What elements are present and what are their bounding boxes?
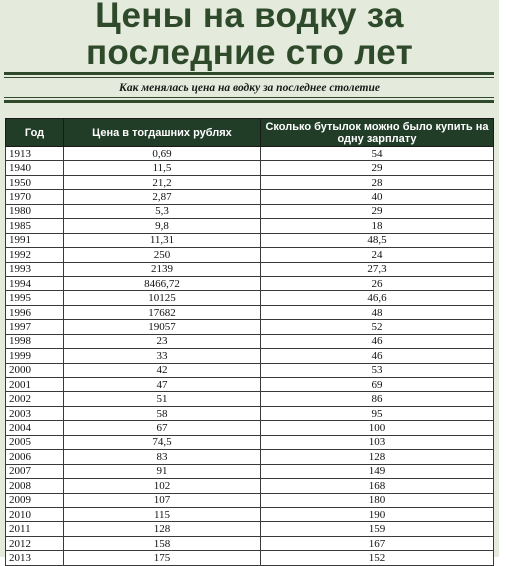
divider-thick-bottom bbox=[4, 100, 494, 103]
cell-year: 2009 bbox=[6, 493, 64, 507]
cell-bottles: 48,5 bbox=[261, 233, 494, 247]
divider-thick-top bbox=[4, 72, 494, 75]
price-table bbox=[5, 118, 494, 566]
cell-year: 2012 bbox=[6, 536, 64, 550]
cell-price: 11,5 bbox=[64, 161, 261, 175]
cell-price: 2,87 bbox=[64, 190, 261, 204]
table-row bbox=[6, 262, 494, 276]
cell-price: 5,3 bbox=[64, 204, 261, 218]
cell-price: 10125 bbox=[64, 291, 261, 305]
cell-bottles: 40 bbox=[261, 190, 494, 204]
cell-bottles: 167 bbox=[261, 536, 494, 550]
table-row bbox=[6, 464, 494, 478]
cell-year: 1991 bbox=[6, 233, 64, 247]
table-row bbox=[6, 421, 494, 435]
cell-bottles: 159 bbox=[261, 522, 494, 536]
cell-year: 2002 bbox=[6, 392, 64, 406]
cell-bottles: 86 bbox=[261, 392, 494, 406]
cell-year: 1995 bbox=[6, 291, 64, 305]
header-bottles: Сколько бутылок можно было купить на одну зарплату bbox=[261, 119, 494, 147]
table-body bbox=[6, 147, 494, 566]
cell-year: 1992 bbox=[6, 248, 64, 262]
cell-year: 1970 bbox=[6, 190, 64, 204]
subtitle: Как менялась цена на водку за последнее столетие bbox=[119, 82, 380, 94]
cell-bottles: 29 bbox=[261, 204, 494, 218]
cell-price: 47 bbox=[64, 378, 261, 392]
cell-year: 1999 bbox=[6, 349, 64, 363]
cell-price: 33 bbox=[64, 349, 261, 363]
right-margin bbox=[499, 0, 507, 557]
cell-bottles: 128 bbox=[261, 450, 494, 464]
cell-price: 128 bbox=[64, 522, 261, 536]
cell-price: 102 bbox=[64, 479, 261, 493]
cell-price: 8466,72 bbox=[64, 276, 261, 290]
table-row bbox=[6, 219, 494, 233]
table-header-row bbox=[6, 119, 494, 147]
cell-price: 107 bbox=[64, 493, 261, 507]
cell-bottles: 18 bbox=[261, 219, 494, 233]
table-row bbox=[6, 349, 494, 363]
cell-bottles: 95 bbox=[261, 406, 494, 420]
cell-bottles: 52 bbox=[261, 320, 494, 334]
cell-bottles: 24 bbox=[261, 248, 494, 262]
table-row bbox=[6, 276, 494, 290]
cell-year: 1998 bbox=[6, 334, 64, 348]
cell-price: 0,69 bbox=[64, 147, 261, 161]
cell-price: 2139 bbox=[64, 262, 261, 276]
cell-bottles: 46 bbox=[261, 334, 494, 348]
cell-bottles: 100 bbox=[261, 421, 494, 435]
table-row bbox=[6, 378, 494, 392]
cell-year: 1993 bbox=[6, 262, 64, 276]
cell-price: 19057 bbox=[64, 320, 261, 334]
price-table-container bbox=[5, 118, 493, 566]
cell-price: 91 bbox=[64, 464, 261, 478]
cell-bottles: 46,6 bbox=[261, 291, 494, 305]
cell-price: 250 bbox=[64, 248, 261, 262]
cell-price: 67 bbox=[64, 421, 261, 435]
cell-year: 2003 bbox=[6, 406, 64, 420]
cell-year: 2001 bbox=[6, 378, 64, 392]
table-row bbox=[6, 363, 494, 377]
cell-year: 2005 bbox=[6, 435, 64, 449]
cell-year: 1985 bbox=[6, 219, 64, 233]
table-row bbox=[6, 551, 494, 565]
table-row bbox=[6, 248, 494, 262]
cell-bottles: 180 bbox=[261, 493, 494, 507]
cell-year: 2013 bbox=[6, 551, 64, 565]
table-row bbox=[6, 536, 494, 550]
table-row bbox=[6, 305, 494, 319]
table-row bbox=[6, 435, 494, 449]
cell-price: 21,2 bbox=[64, 175, 261, 189]
cell-bottles: 26 bbox=[261, 276, 494, 290]
cell-bottles: 54 bbox=[261, 147, 494, 161]
cell-year: 1940 bbox=[6, 161, 64, 175]
table-row bbox=[6, 291, 494, 305]
cell-bottles: 27,3 bbox=[261, 262, 494, 276]
cell-year: 1980 bbox=[6, 204, 64, 218]
cell-price: 158 bbox=[64, 536, 261, 550]
header-price: Цена в тогдашних рублях bbox=[64, 119, 261, 147]
cell-year: 1913 bbox=[6, 147, 64, 161]
table-row bbox=[6, 406, 494, 420]
table-row bbox=[6, 320, 494, 334]
cell-bottles: 53 bbox=[261, 363, 494, 377]
table-row bbox=[6, 450, 494, 464]
table-row bbox=[6, 147, 494, 161]
divider-thin-top bbox=[4, 77, 494, 78]
cell-price: 83 bbox=[64, 450, 261, 464]
cell-bottles: 149 bbox=[261, 464, 494, 478]
cell-year: 1994 bbox=[6, 276, 64, 290]
cell-bottles: 48 bbox=[261, 305, 494, 319]
table-row bbox=[6, 507, 494, 521]
cell-price: 115 bbox=[64, 507, 261, 521]
cell-price: 58 bbox=[64, 406, 261, 420]
cell-bottles: 152 bbox=[261, 551, 494, 565]
cell-price: 51 bbox=[64, 392, 261, 406]
cell-year: 1997 bbox=[6, 320, 64, 334]
cell-year: 2006 bbox=[6, 450, 64, 464]
cell-bottles: 46 bbox=[261, 349, 494, 363]
cell-price: 9,8 bbox=[64, 219, 261, 233]
cell-bottles: 28 bbox=[261, 175, 494, 189]
cell-price: 11,31 bbox=[64, 233, 261, 247]
table-row bbox=[6, 233, 494, 247]
cell-year: 2010 bbox=[6, 507, 64, 521]
page-title-line-1: Цены на водку за bbox=[95, 0, 404, 35]
table-row bbox=[6, 479, 494, 493]
cell-bottles: 103 bbox=[261, 435, 494, 449]
table-row bbox=[6, 175, 494, 189]
cell-price: 17682 bbox=[64, 305, 261, 319]
cell-year: 2004 bbox=[6, 421, 64, 435]
cell-year: 1950 bbox=[6, 175, 64, 189]
cell-year: 1996 bbox=[6, 305, 64, 319]
table-row bbox=[6, 392, 494, 406]
table-row bbox=[6, 493, 494, 507]
table-row bbox=[6, 161, 494, 175]
cell-year: 2008 bbox=[6, 479, 64, 493]
header-year: Год bbox=[6, 119, 64, 147]
cell-bottles: 190 bbox=[261, 507, 494, 521]
cell-price: 23 bbox=[64, 334, 261, 348]
table-row bbox=[6, 190, 494, 204]
table-row bbox=[6, 334, 494, 348]
table-row bbox=[6, 204, 494, 218]
cell-price: 74,5 bbox=[64, 435, 261, 449]
divider-thin-bottom bbox=[4, 97, 494, 98]
cell-bottles: 69 bbox=[261, 378, 494, 392]
table-row bbox=[6, 522, 494, 536]
cell-price: 175 bbox=[64, 551, 261, 565]
cell-year: 2000 bbox=[6, 363, 64, 377]
cell-bottles: 168 bbox=[261, 479, 494, 493]
cell-year: 2011 bbox=[6, 522, 64, 536]
cell-price: 42 bbox=[64, 363, 261, 377]
page-title-line-2: последние сто лет bbox=[85, 33, 414, 72]
cell-year: 2007 bbox=[6, 464, 64, 478]
cell-bottles: 29 bbox=[261, 161, 494, 175]
